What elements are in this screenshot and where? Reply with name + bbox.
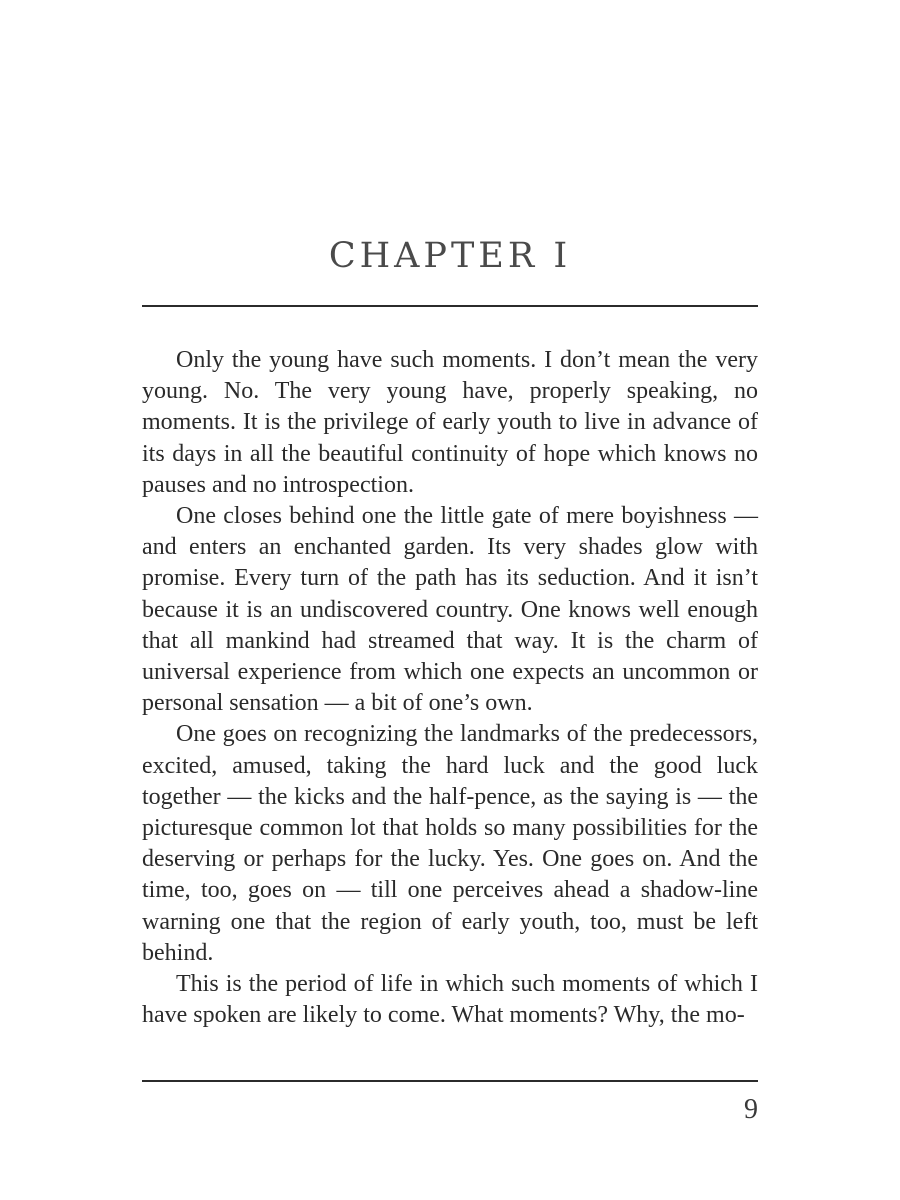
footer-divider bbox=[142, 1080, 758, 1082]
paragraph-2: One closes behind one the little gate of mere boyishness — and enters an enchanted garden. Its very shades glow with promise. Every turn of the path has its seduction. And it isn’t because it is an undiscovered country. One knows well enough that all mankind had streamed that way. It is the charm of universal experience from which one expects an uncommon or personal sensation — a bit of one’s own. bbox=[142, 503, 758, 717]
paragraph-4: This is the period of life in which such moments of which I have spoken are likely to come. What moments? Why, the mo- bbox=[142, 971, 758, 1029]
page-number: 9 bbox=[744, 1094, 758, 1125]
chapter-body bbox=[142, 345, 758, 1031]
header-divider bbox=[142, 305, 758, 307]
paragraph-3: One goes on recognizing the landmarks of the predecessors, excited, amused, taking the hard luck and the good luck together — the kicks and the half-pence, as the saying is — the picturesque common lot that holds so many possibilities for the deserving or perhaps for the lucky. Yes. One goes on. And the time, too, goes on — till one perceives ahead a shadow-line warning one that the region of early youth, too, must be left behind. bbox=[142, 721, 758, 966]
chapter-title: CHAPTER I bbox=[328, 236, 572, 276]
paragraph-1: Only the young have such moments. I don’t mean the very young. No. The very young have, properly speaking, no moments. It is the privilege of early youth to live in advance of its days in all the beautiful continuity of hope which knows no pauses and no introspection. bbox=[142, 347, 758, 498]
